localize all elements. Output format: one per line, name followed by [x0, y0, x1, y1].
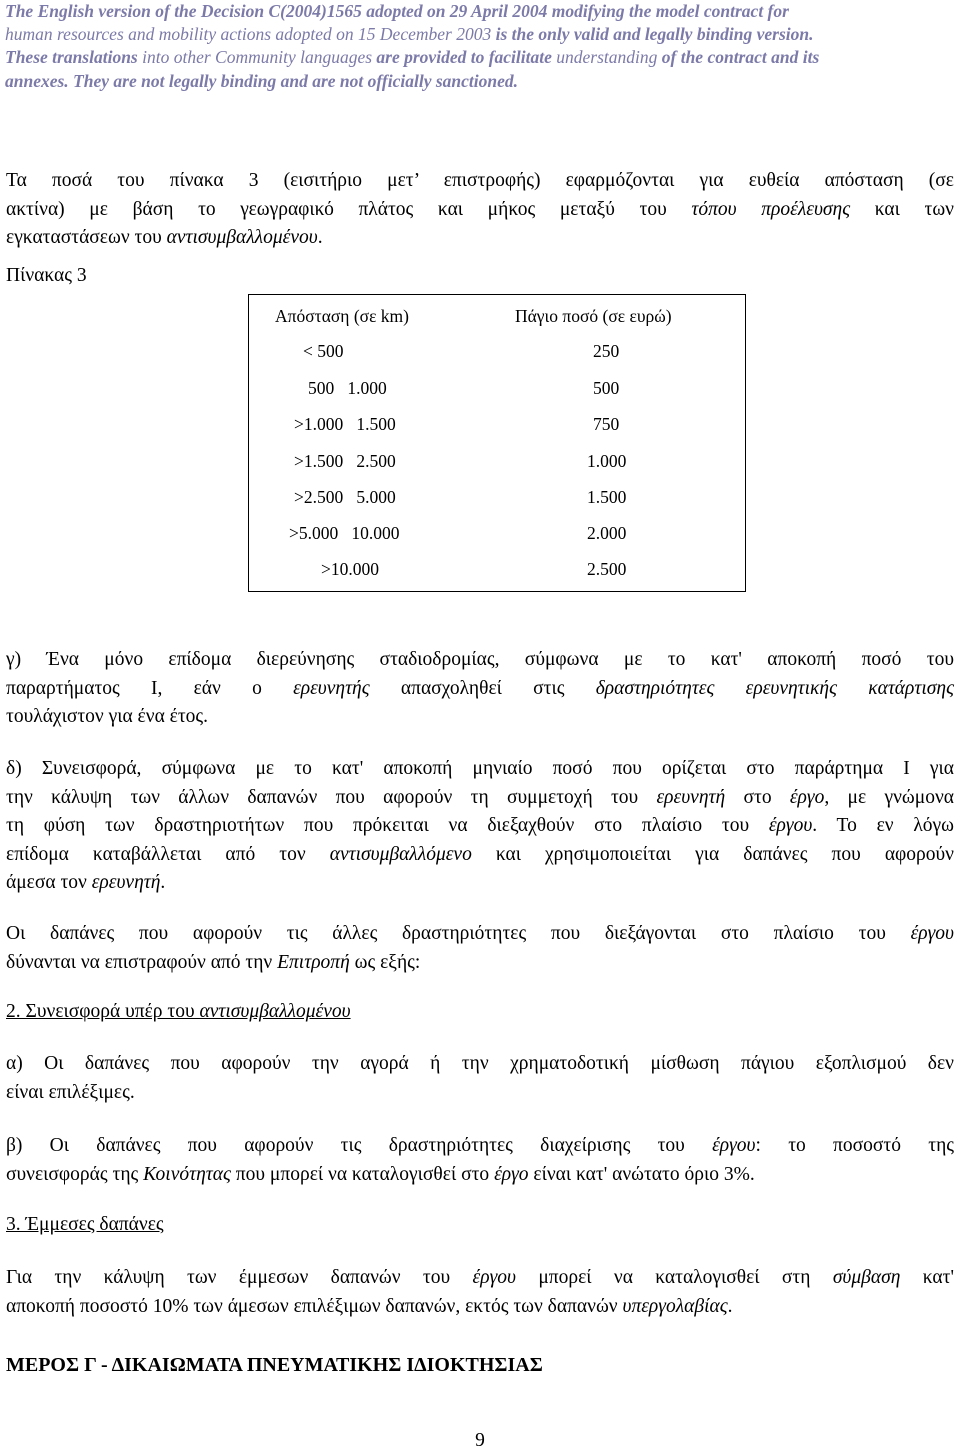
para-indirect-1e: κατ' [900, 1267, 954, 1288]
para-indirect-2b: υπεργολαβίας [622, 1295, 728, 1317]
para-delta-2a: την κάλυψη των άλλων δαπανών που αφορούν τη συμμετοχή του [6, 786, 657, 808]
table-cell-amount: 1.000 [587, 451, 627, 471]
para-alpha-line-2: είναι επιλέξιμες. [6, 1081, 135, 1103]
para-delta-line-4 [6, 841, 954, 870]
table-cell-amount: 750 [593, 414, 620, 434]
para-alpha-line-1: α) Οι δαπάνες που αφορούν την αγορά ή την χρηματοδοτική μίσθωση πάγιου εξοπλισμού δεν [6, 1053, 954, 1074]
para-gamma-2a: παραρτήματος Ι, εάν ο [6, 677, 294, 699]
paragraph-alpha [6, 1050, 954, 1107]
para-beta-2c: που μπορεί να καταλογισθεί στο [230, 1163, 495, 1185]
para-indirect-1a: Για την κάλυψη των έμμεσων δαπανών του [6, 1267, 473, 1288]
paragraph-indirect-costs [6, 1264, 954, 1321]
table-cell-amount: 2.500 [587, 559, 627, 579]
section-2-heading-line [6, 998, 954, 1027]
para-indirect-line-1 [6, 1264, 954, 1293]
intro-paragraph [6, 167, 954, 253]
table-header-amount: Πάγιο ποσό (σε ευρώ) [515, 306, 672, 326]
table-header-row [249, 304, 745, 328]
table-row [249, 557, 745, 581]
para-delta-4a: επίδομα καταβάλλεται από τον [6, 843, 330, 865]
intro-line-3 [6, 224, 954, 253]
page-number: 9 [475, 1430, 485, 1451]
para-indirect-1c: μπορεί να καταλογισθεί στη [515, 1267, 833, 1288]
table-cell-distance: >1.000 1.500 [294, 414, 396, 434]
para-delta-3b: έργου [768, 815, 813, 837]
table-cell-amount: 500 [593, 378, 620, 398]
table-cell-distance: 500 1.000 [308, 378, 387, 398]
para-delta-line-2 [6, 784, 954, 813]
section-2-heading-a: 2. Συνεισφορά υπέρ του [6, 1001, 200, 1022]
table-caption-text: Πίνακας 3 [6, 265, 87, 286]
disclaimer-line-2b: is the only valid and legally binding version. [491, 24, 814, 45]
table-cell-distance: >5.000 10.000 [289, 523, 400, 543]
intro-line-3b: αντισυμβαλλομένου [166, 227, 318, 249]
para-delta-5c: . [160, 872, 166, 894]
para-beta-line-2 [6, 1161, 954, 1190]
para-other-2b: Επιτροπή [277, 951, 350, 973]
para-other-2a: δύνανται να επιστραφούν από την [6, 951, 278, 973]
para-beta-line-1 [6, 1132, 954, 1161]
para-other-1b: έργου [910, 923, 954, 944]
intro-line-2c: και των [850, 198, 954, 220]
para-gamma-2b: ερευνητής [293, 677, 370, 699]
section-2-heading [6, 998, 954, 1027]
para-delta-5b: ερευνητή [91, 872, 161, 894]
disclaimer-line-3a: These translations [5, 47, 138, 68]
para-delta-4b: αντισυμβαλλόμενο [329, 843, 472, 865]
table-row [249, 521, 745, 545]
disclaimer-line-3e: of the contract and its [661, 47, 820, 68]
para-delta-4c: και χρησιμοποιείται για δαπάνες που αφορούν [471, 843, 954, 865]
table-cell-distance: >1.500 2.500 [294, 451, 396, 471]
para-delta-3a: τη φύση των δραστηριοτήτων που πρόκειται να διεξαχθούν στο πλαίσιο του [6, 815, 769, 837]
table-header-distance: Απόσταση (σε km) [275, 306, 409, 326]
table-cell-amount: 2.000 [587, 523, 627, 543]
para-beta-2d: έργο [494, 1163, 529, 1185]
intro-line-2a: ακτίνα) με βάση το γεωγραφικό πλάτος και μήκος μεταξύ του [6, 198, 692, 220]
para-delta-2c: στο [725, 786, 790, 808]
para-beta-1a: β) Οι δαπάνες που αφορούν τις δραστηριότητες διαχείρισης του [6, 1135, 713, 1156]
part-c-heading: ΜΕΡΟΣ Γ - ΔΙΚΑΙΩΜΑΤΑ ΠΝΕΥΜΑΤΙΚΗΣ ΙΔΙΟΚΤΗΣΙΑΣ [6, 1354, 543, 1376]
para-other-line-2 [6, 949, 954, 978]
para-delta-2b: ερευνητή [656, 786, 726, 808]
disclaimer-line-3b: into other Community languages [137, 47, 377, 68]
para-delta-2e: , με γνώμονα [824, 786, 954, 808]
section-2-heading-b: αντισυμβαλλομένου [199, 1001, 351, 1022]
para-delta-line-3 [6, 812, 954, 841]
disclaimer-line-3c: are provided to facilitate [376, 47, 552, 68]
disclaimer-line-4: annexes. They are not legally binding and are not officially sanctioned. [5, 70, 519, 91]
para-other-line-1 [6, 920, 954, 949]
disclaimer-line-3 [5, 46, 955, 69]
table-caption [6, 262, 954, 291]
para-beta-1b: έργου [712, 1135, 756, 1156]
intro-line-3a: εγκαταστάσεων του [6, 227, 167, 249]
para-gamma-line-3: τουλάχιστον για ένα έτος. [6, 706, 209, 728]
table-row [249, 449, 745, 473]
paragraph-beta [6, 1132, 954, 1189]
para-indirect-1d: σύμβαση [832, 1267, 901, 1288]
table-cell-distance: >10.000 [321, 559, 379, 579]
para-indirect-2c: . [727, 1295, 733, 1317]
translation-disclaimer [5, 0, 955, 93]
table-row [249, 412, 745, 436]
para-delta-line-1: δ) Συνεισφορά, σύμφωνα με το κατ' αποκοπή μηνιαίο ποσό που ορίζεται στο παράρτημα Ι για [6, 758, 954, 779]
table-cell-amount: 1.500 [587, 487, 627, 507]
para-delta-line-5 [6, 869, 954, 898]
distance-allowance-table [248, 294, 746, 592]
para-gamma-line-1: γ) Ένα μόνο επίδομα διερεύνησης σταδιοδρομίας, σύμφωνα με το κατ' αποκοπή ποσό του [6, 649, 954, 670]
disclaimer-line-2 [5, 23, 955, 46]
table-cell-amount: 250 [593, 341, 620, 361]
intro-line-2 [6, 196, 954, 225]
disclaimer-line-2a: human resources and mobility actions adopted on 15 December 2003 [5, 24, 492, 45]
para-beta-2b: Κοινότητας [143, 1163, 231, 1185]
para-delta-5a: άμεσα τον [6, 872, 92, 894]
intro-line-1: Τα ποσά του πίνακα 3 (εισιτήριο μετ’ επιστροφής) εφαρμόζονται για ευθεία απόσταση (σε [6, 170, 954, 191]
table-row [249, 376, 745, 400]
disclaimer-line-1: The English version of the Decision C(2004)1565 adopted on 29 April 2004 modifying the model contract for [5, 1, 789, 21]
para-indirect-1b: έργου [472, 1267, 516, 1288]
paragraph-delta [6, 755, 954, 898]
table-row [249, 339, 745, 363]
intro-line-2b: τόπου προέλευσης [691, 198, 851, 220]
disclaimer-line-3d: understanding [551, 47, 662, 68]
paragraph-gamma [6, 646, 954, 732]
paragraph-other-costs [6, 920, 954, 977]
para-other-1a: Οι δαπάνες που αφορούν τις άλλες δραστηριότητες που διεξάγονται στο πλαίσιο του [6, 923, 911, 944]
para-gamma-2d: δραστηριότητες ερευνητικής κατάρτισης [595, 677, 955, 699]
table-cell-distance: < 500 [303, 341, 344, 361]
para-gamma-2c: απασχοληθεί στις [369, 677, 596, 699]
para-beta-1c: : το ποσοστό της [755, 1135, 955, 1156]
para-indirect-line-2 [6, 1293, 954, 1322]
section-3-heading [6, 1211, 954, 1240]
para-gamma-line-2 [6, 675, 954, 704]
table-row [249, 485, 745, 509]
para-delta-2d: έργο [789, 786, 825, 808]
table-cell-distance: >2.500 5.000 [294, 487, 396, 507]
section-3-heading-text: 3. Έμμεσες δαπάνες [6, 1214, 164, 1235]
para-delta-3c: . Το εν λόγω [812, 815, 954, 837]
para-other-2c: ως εξής: [349, 951, 421, 973]
intro-line-3c: . [317, 227, 323, 249]
para-beta-2e: είναι κατ' ανώτατο όριο 3%. [528, 1163, 755, 1185]
para-beta-2a: συνεισφοράς της [6, 1163, 144, 1185]
para-indirect-2a: αποκοπή ποσοστό 10% των άμεσων επιλέξιμων δαπανών, εκτός των δαπανών [6, 1295, 623, 1317]
